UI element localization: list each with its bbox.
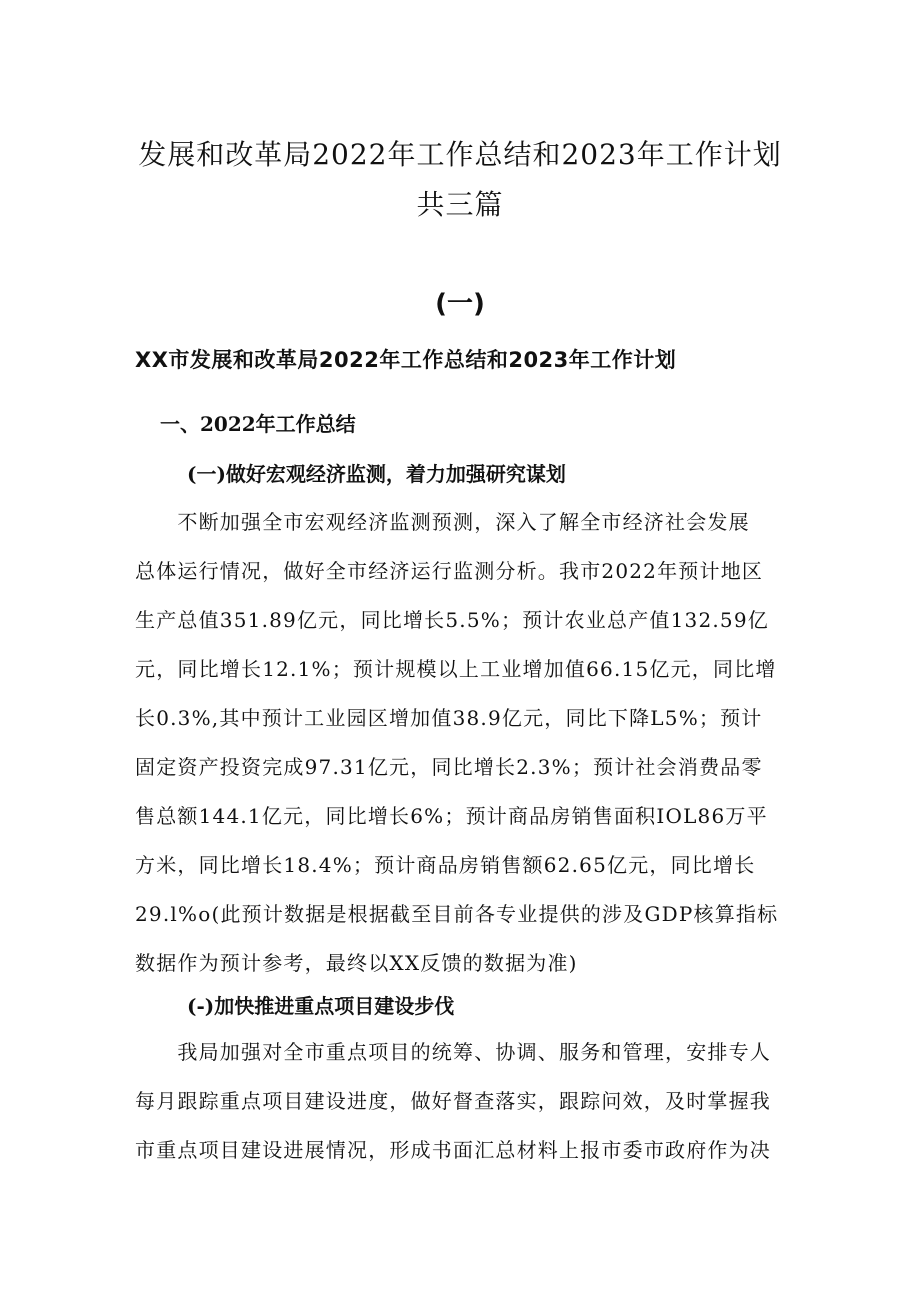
paragraph-line: 固定资产投资完成97.31亿元，同比增长2.3%；预计社会消费品零 — [135, 755, 763, 779]
paragraph-1 — [135, 498, 790, 988]
section-subtitle: XX市发展和改革局2022年工作总结和2023年工作计划 — [135, 348, 677, 372]
paragraph-line: 生产总值351.89亿元，同比增长5.5%；预计农业总产值132.59亿 — [135, 608, 769, 632]
paragraph-line: 不断加强全市宏观经济监测预测，深入了解全市经济社会发展 — [135, 510, 750, 534]
paragraph-line: 29.l%o(此预计数据是根据截至目前各专业提供的涉及GDP核算指标 — [135, 902, 779, 926]
item-heading-1: (一)做好宏观经济监测，着力加强研究谋划 — [187, 462, 566, 486]
paragraph-line: 元，同比增长12.1%；预计规模以上工业增加值66.15亿元，同比增 — [135, 657, 777, 681]
paragraph-line: 市重点项目建设进展情况，形成书面汇总材料上报市委市政府作为决 — [135, 1138, 771, 1162]
paragraph-line: 售总额144.1亿元，同比增长6%；预计商品房销售面积IOL86万平 — [135, 804, 768, 828]
part-label: (一) — [435, 289, 485, 319]
section-heading: 一、2022年工作总结 — [160, 412, 356, 436]
paragraph-line: 我局加强对全市重点项目的统筹、协调、服务和管理，安排专人 — [135, 1040, 771, 1064]
paragraph-line: 总体运行情况，做好全市经济运行监测分析。我市2022年预计地区 — [135, 559, 764, 583]
document-title-subline: 共三篇 — [416, 188, 504, 221]
document-title: 发展和改革局2022年工作总结和2023年工作计划 — [138, 138, 782, 171]
paragraph-line: 方米，同比增长18.4%；预计商品房销售额62.65亿元，同比增长 — [135, 853, 756, 877]
item-heading-2: (-)加快推进重点项目建设步伐 — [187, 994, 455, 1018]
paragraph-2 — [135, 1028, 790, 1175]
paragraph-line: 长0.3%,其中预计工业园区增加值38.9亿元，同比下降L5%；预计 — [135, 706, 763, 730]
paragraph-line: 数据作为预计参考，最终以XX反馈的数据为准) — [135, 951, 578, 975]
paragraph-line: 每月跟踪重点项目建设进度，做好督查落实，跟踪问效，及时掌握我 — [135, 1089, 771, 1113]
